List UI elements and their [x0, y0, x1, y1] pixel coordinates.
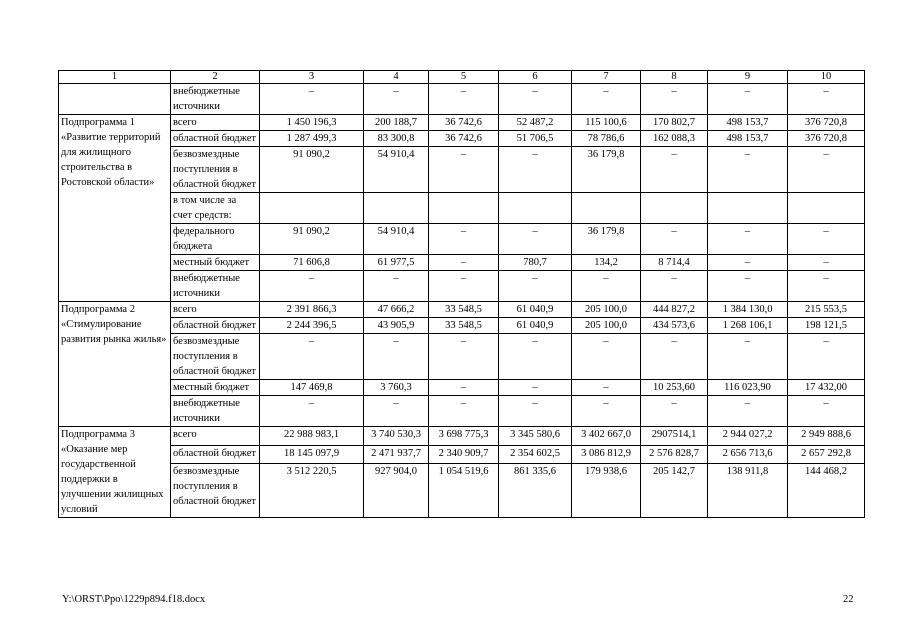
table-row — [59, 271, 865, 302]
table-row — [59, 115, 865, 131]
amount-cell: 22 988 983,1 — [260, 427, 364, 446]
amount-cell: 116 023,90 — [708, 380, 788, 396]
amount-cell: – — [364, 84, 429, 115]
amount-cell: – — [641, 334, 708, 380]
amount-cell: – — [708, 147, 788, 193]
funding-source-cell: безвозмездные поступления в областной бюджет — [171, 334, 260, 380]
header-cell: 3 — [260, 71, 364, 84]
amount-cell: 43 905,9 — [364, 318, 429, 334]
amount-cell: – — [429, 147, 499, 193]
amount-cell: – — [429, 224, 499, 255]
amount-cell: 2907514,1 — [641, 427, 708, 446]
amount-cell: 444 827,2 — [641, 302, 708, 318]
amount-cell: 498 153,7 — [708, 131, 788, 147]
amount-cell: – — [708, 224, 788, 255]
amount-cell: 91 090,2 — [260, 147, 364, 193]
amount-cell: 78 786,6 — [572, 131, 641, 147]
amount-cell: 134,2 — [572, 255, 641, 271]
amount-cell: 1 450 196,3 — [260, 115, 364, 131]
amount-cell: 3 086 812,9 — [572, 445, 641, 464]
amount-cell: – — [708, 396, 788, 427]
amount-cell: – — [499, 147, 572, 193]
amount-cell: – — [641, 84, 708, 115]
amount-cell: 927 904,0 — [364, 464, 429, 518]
header-cell: 10 — [788, 71, 865, 84]
amount-cell: 3 402 667,0 — [572, 427, 641, 446]
amount-cell: 147 469,8 — [260, 380, 364, 396]
table-row — [59, 224, 865, 255]
funding-source-cell: областной бюджет — [171, 318, 260, 334]
amount-cell: – — [708, 84, 788, 115]
amount-cell: 3 740 530,3 — [364, 427, 429, 446]
funding-source-cell: внебюджетные источники — [171, 396, 260, 427]
amount-cell: – — [429, 271, 499, 302]
amount-cell: 36 742,6 — [429, 115, 499, 131]
amount-cell: 2 944 027,2 — [708, 427, 788, 446]
amount-cell: 47 666,2 — [364, 302, 429, 318]
amount-cell: – — [572, 271, 641, 302]
table-row — [59, 396, 865, 427]
amount-cell: 205 142,7 — [641, 464, 708, 518]
subprogram-name-cell: Подпрограмма 1 «Развитие территорий для жилищного строительства в Ростовской области» — [59, 115, 171, 302]
amount-cell: 205 100,0 — [572, 302, 641, 318]
amount-cell: – — [499, 334, 572, 380]
amount-cell: 83 300,8 — [364, 131, 429, 147]
amount-cell: – — [572, 334, 641, 380]
amount-cell: – — [708, 334, 788, 380]
amount-cell: – — [429, 255, 499, 271]
amount-cell: 33 548,5 — [429, 302, 499, 318]
funding-source-cell: всего — [171, 427, 260, 446]
amount-cell: 2 471 937,7 — [364, 445, 429, 464]
amount-cell: – — [499, 380, 572, 396]
amount-cell: 179 938,6 — [572, 464, 641, 518]
funding-source-cell: федерального бюджета — [171, 224, 260, 255]
funding-source-cell: местный бюджет — [171, 380, 260, 396]
amount-cell: 115 100,6 — [572, 115, 641, 131]
amount-cell: – — [499, 271, 572, 302]
amount-cell: 861 335,6 — [499, 464, 572, 518]
amount-cell: 54 910,4 — [364, 224, 429, 255]
amount-cell: 2 391 866,3 — [260, 302, 364, 318]
amount-cell: 52 487,2 — [499, 115, 572, 131]
funding-source-cell: областной бюджет — [171, 131, 260, 147]
amount-cell: 2 656 713,6 — [708, 445, 788, 464]
table-row — [59, 445, 865, 464]
amount-cell: 36 179,8 — [572, 147, 641, 193]
header-cell: 9 — [708, 71, 788, 84]
amount-cell: – — [641, 224, 708, 255]
amount-cell — [260, 193, 364, 224]
amount-cell — [572, 193, 641, 224]
amount-cell: 10 253,60 — [641, 380, 708, 396]
amount-cell — [788, 193, 865, 224]
funding-source-cell: всего — [171, 115, 260, 131]
funding-source-cell: внебюджетные источники — [171, 271, 260, 302]
header-cell: 8 — [641, 71, 708, 84]
amount-cell: 71 606,8 — [260, 255, 364, 271]
amount-cell: – — [788, 271, 865, 302]
amount-cell: – — [788, 255, 865, 271]
amount-cell: – — [788, 396, 865, 427]
table-row — [59, 147, 865, 193]
amount-cell: 51 706,5 — [499, 131, 572, 147]
amount-cell: 61 977,5 — [364, 255, 429, 271]
amount-cell: – — [788, 224, 865, 255]
funding-source-cell: областной бюджет — [171, 445, 260, 464]
table-row — [59, 193, 865, 224]
header-cell: 6 — [499, 71, 572, 84]
amount-cell: – — [788, 334, 865, 380]
amount-cell: 376 720,8 — [788, 115, 865, 131]
table-row — [59, 318, 865, 334]
funding-source-cell: безвозмездные поступления в областной бюджет — [171, 464, 260, 518]
amount-cell: – — [429, 334, 499, 380]
amount-cell: – — [708, 271, 788, 302]
subprogram-name-cell — [59, 84, 171, 115]
amount-cell: – — [499, 396, 572, 427]
amount-cell — [364, 193, 429, 224]
amount-cell: – — [429, 380, 499, 396]
amount-cell: 2 340 909,7 — [429, 445, 499, 464]
amount-cell: – — [572, 396, 641, 427]
budget-table — [58, 70, 865, 518]
amount-cell: 2 354 602,5 — [499, 445, 572, 464]
header-cell: 1 — [59, 71, 171, 84]
funding-source-cell: безвозмездные поступления в областной бюджет — [171, 147, 260, 193]
amount-cell: 1 384 130,0 — [708, 302, 788, 318]
footer-file-path: Y:\ORST\Ppo\1229p894.f18.docx — [62, 594, 206, 605]
amount-cell: 18 145 097,9 — [260, 445, 364, 464]
funding-source-cell: всего — [171, 302, 260, 318]
header-cell: 5 — [429, 71, 499, 84]
amount-cell: 205 100,0 — [572, 318, 641, 334]
amount-cell: – — [260, 271, 364, 302]
header-cell: 4 — [364, 71, 429, 84]
amount-cell: 36 742,6 — [429, 131, 499, 147]
amount-cell: 61 040,9 — [499, 318, 572, 334]
amount-cell — [499, 193, 572, 224]
amount-cell: – — [499, 224, 572, 255]
amount-cell: 1 268 106,1 — [708, 318, 788, 334]
amount-cell: 54 910,4 — [364, 147, 429, 193]
header-row — [59, 71, 865, 84]
table-row — [59, 131, 865, 147]
amount-cell: – — [708, 255, 788, 271]
amount-cell: 170 802,7 — [641, 115, 708, 131]
header-cell: 2 — [171, 71, 260, 84]
funding-source-cell: местный бюджет — [171, 255, 260, 271]
page-number: 22 — [843, 594, 854, 605]
amount-cell: 91 090,2 — [260, 224, 364, 255]
amount-cell: 1 287 499,3 — [260, 131, 364, 147]
amount-cell: 3 345 580,6 — [499, 427, 572, 446]
amount-cell: 434 573,6 — [641, 318, 708, 334]
amount-cell: – — [572, 380, 641, 396]
table-row — [59, 380, 865, 396]
funding-source-cell: в том числе за счет средств: — [171, 193, 260, 224]
table-row — [59, 255, 865, 271]
amount-cell: 33 548,5 — [429, 318, 499, 334]
amount-cell: – — [260, 84, 364, 115]
amount-cell: – — [788, 84, 865, 115]
subprogram-name-cell: Подпрограмма 3 «Оказание мер государственной поддержки в улучшении жилищных условий — [59, 427, 171, 518]
amount-cell: 61 040,9 — [499, 302, 572, 318]
amount-cell: 17 432,00 — [788, 380, 865, 396]
amount-cell: – — [429, 396, 499, 427]
amount-cell: – — [641, 396, 708, 427]
amount-cell: 162 088,3 — [641, 131, 708, 147]
amount-cell: 498 153,7 — [708, 115, 788, 131]
amount-cell: 2 244 396,5 — [260, 318, 364, 334]
amount-cell: 8 714,4 — [641, 255, 708, 271]
amount-cell: – — [572, 84, 641, 115]
amount-cell: 3 512 220,5 — [260, 464, 364, 518]
amount-cell: 215 553,5 — [788, 302, 865, 318]
amount-cell: – — [364, 334, 429, 380]
funding-source-cell: внебюджетные источники — [171, 84, 260, 115]
amount-cell: – — [499, 84, 572, 115]
header-cell: 7 — [572, 71, 641, 84]
table-body — [59, 71, 865, 518]
amount-cell: – — [641, 271, 708, 302]
amount-cell: 780,7 — [499, 255, 572, 271]
amount-cell: 2 949 888,6 — [788, 427, 865, 446]
amount-cell: – — [429, 84, 499, 115]
amount-cell: – — [641, 147, 708, 193]
amount-cell: 144 468,2 — [788, 464, 865, 518]
amount-cell: 376 720,8 — [788, 131, 865, 147]
amount-cell: 36 179,8 — [572, 224, 641, 255]
amount-cell: 3 698 775,3 — [429, 427, 499, 446]
amount-cell: – — [364, 396, 429, 427]
amount-cell — [641, 193, 708, 224]
amount-cell — [708, 193, 788, 224]
amount-cell: 3 760,3 — [364, 380, 429, 396]
amount-cell: 2 657 292,8 — [788, 445, 865, 464]
subprogram-name-cell: Подпрограмма 2 «Стимулирование развития рынка жилья» — [59, 302, 171, 427]
amount-cell: – — [364, 271, 429, 302]
amount-cell: – — [260, 334, 364, 380]
amount-cell: 1 054 519,6 — [429, 464, 499, 518]
table-row — [59, 464, 865, 518]
amount-cell: – — [788, 147, 865, 193]
table-row — [59, 84, 865, 115]
amount-cell: 2 576 828,7 — [641, 445, 708, 464]
table-row — [59, 302, 865, 318]
table-row — [59, 427, 865, 446]
amount-cell — [429, 193, 499, 224]
table-row — [59, 334, 865, 380]
amount-cell: – — [260, 396, 364, 427]
amount-cell: 200 188,7 — [364, 115, 429, 131]
amount-cell: 138 911,8 — [708, 464, 788, 518]
amount-cell: 198 121,5 — [788, 318, 865, 334]
